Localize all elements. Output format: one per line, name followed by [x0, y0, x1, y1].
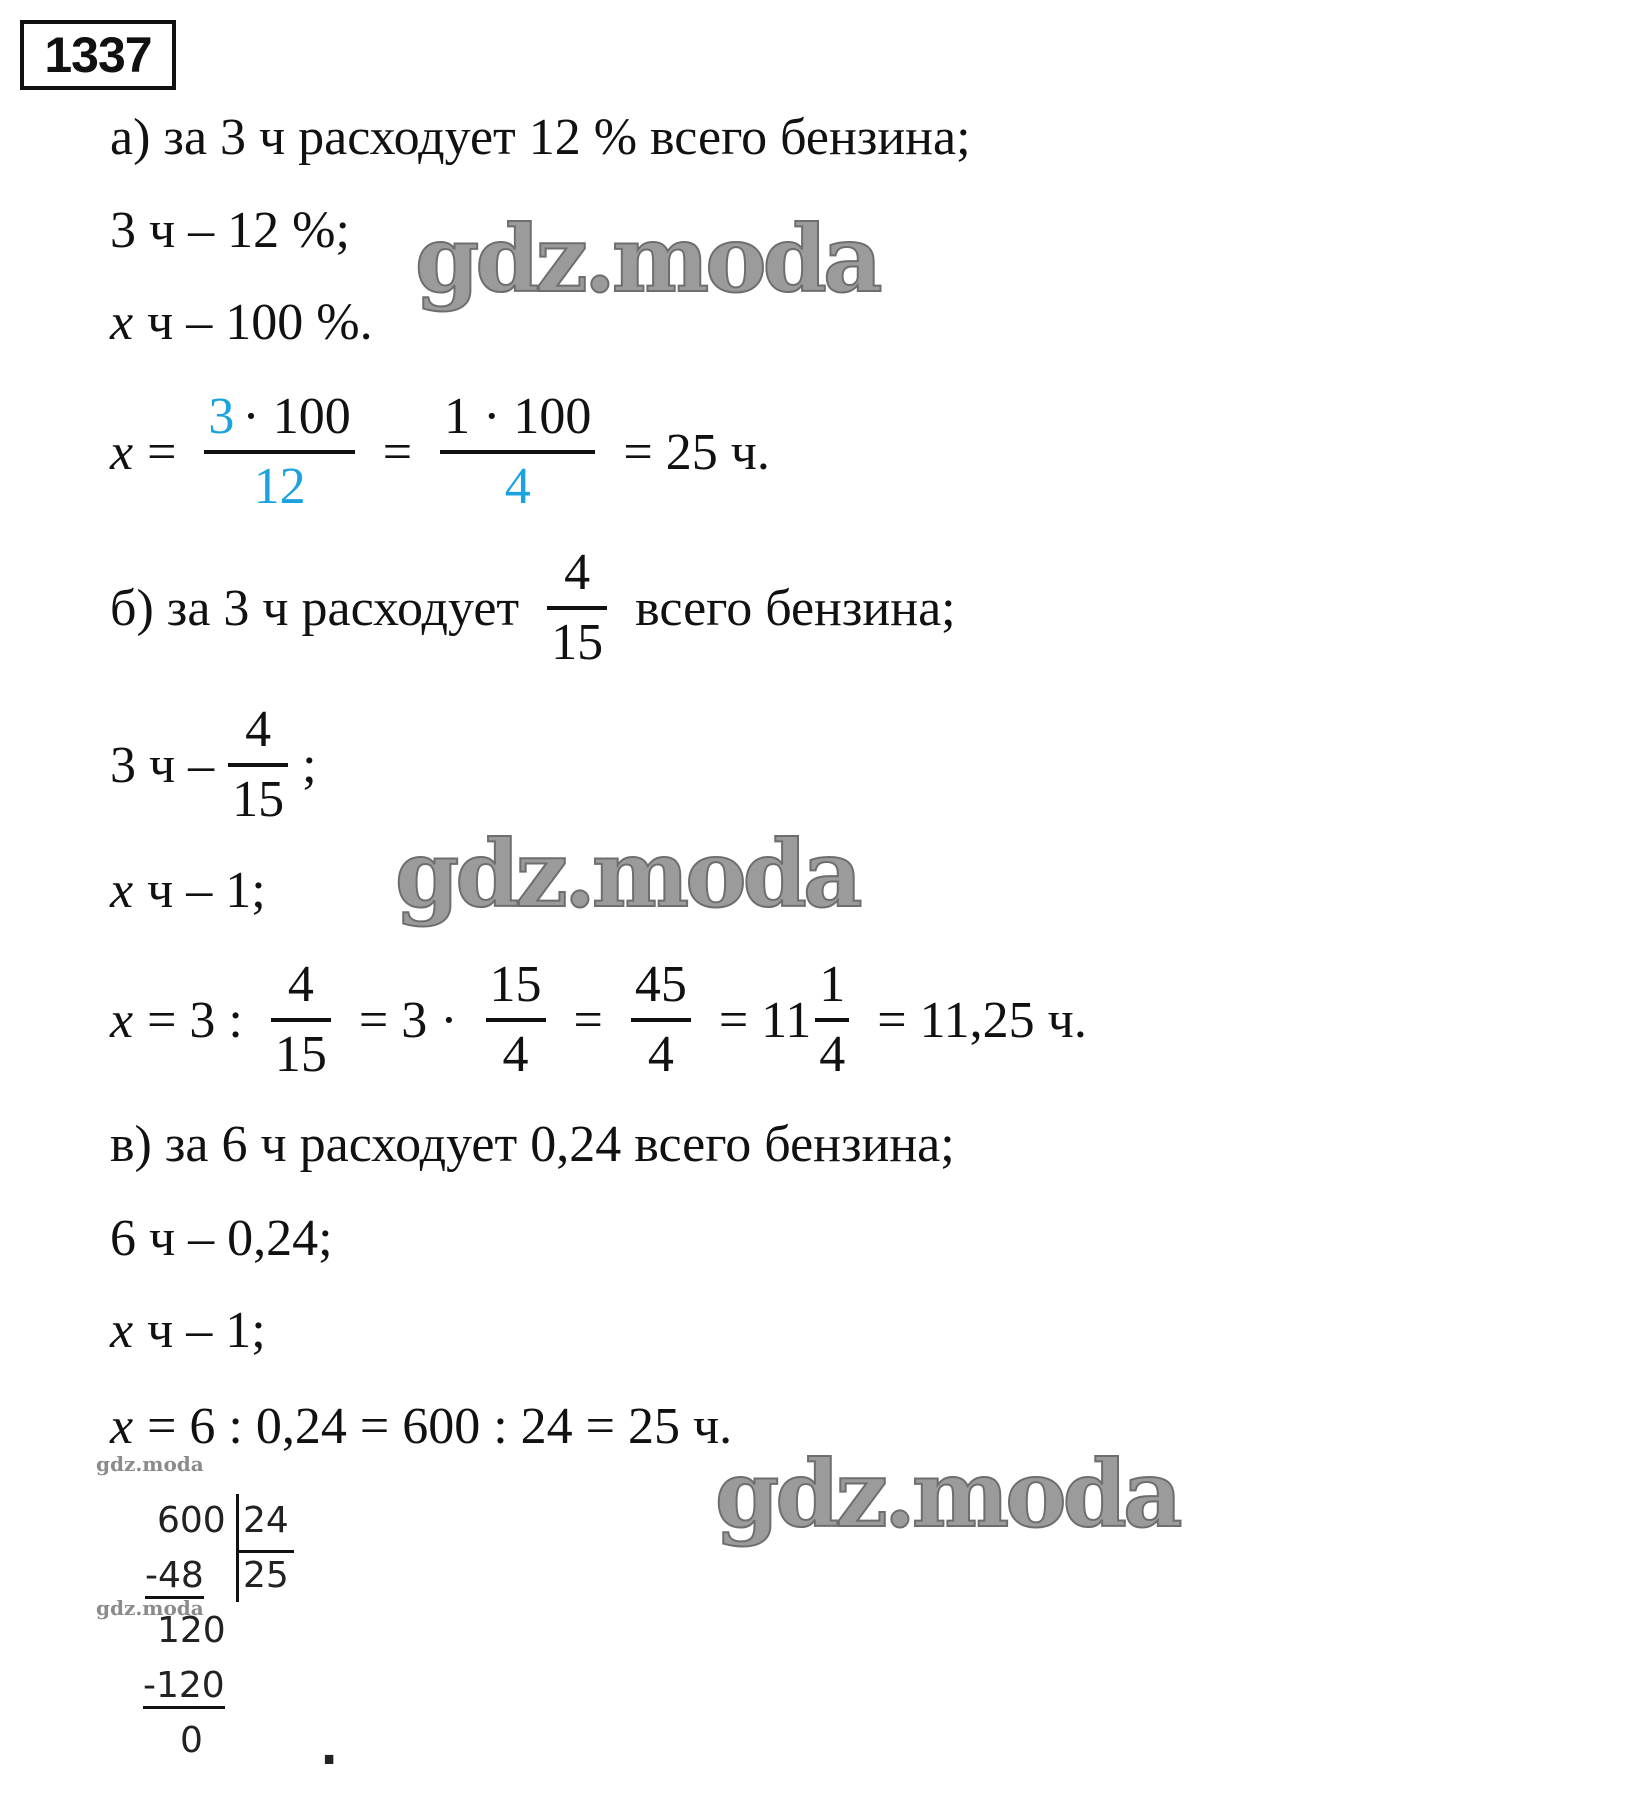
numerator-part: · 100: [242, 388, 351, 445]
numerator: 1 · 100: [444, 388, 592, 445]
text: 3 ч –: [110, 736, 215, 794]
a-line-3: [110, 282, 387, 362]
fraction: [486, 952, 560, 1088]
a-equation: [110, 388, 784, 515]
fraction: [204, 384, 368, 520]
var-x: x: [110, 991, 134, 1049]
numerator: 1: [819, 956, 846, 1013]
numerator: 4: [564, 544, 591, 601]
var-x: x: [110, 861, 134, 919]
fraction: [440, 384, 609, 520]
var-x: x: [110, 1301, 134, 1359]
denominator: 12: [253, 458, 306, 515]
a-line-2: [110, 190, 364, 270]
watermark: gdz.moda: [395, 820, 859, 928]
watermark: gdz.moda: [715, 1440, 1179, 1548]
b-line-2: [110, 701, 331, 828]
text: 6 ч – 0,24;: [110, 1209, 333, 1267]
c-line-2: [110, 1198, 347, 1278]
fraction: [547, 540, 621, 676]
text: ч – 100 %.: [147, 293, 373, 351]
text: 3 ч – 12 %;: [110, 201, 350, 259]
text: = 6 : 0,24 = 600 : 24 = 25 ч.: [147, 1397, 733, 1455]
text: б) за 3 ч расходует: [110, 579, 520, 637]
var-x: x: [110, 423, 134, 481]
b-equation: [110, 956, 1101, 1083]
c-equation: [110, 1386, 746, 1466]
watermark: gdz.moda: [96, 1452, 204, 1476]
numerator: 15: [489, 956, 542, 1013]
dividend: 600: [157, 1500, 226, 1541]
denominator: 15: [551, 614, 604, 671]
denominator: 15: [232, 771, 285, 828]
text: =: [573, 991, 603, 1049]
b-line-1: [110, 544, 970, 671]
numerator: 4: [245, 701, 272, 758]
watermark: gdz.moda: [96, 1596, 204, 1620]
denominator: 15: [274, 1026, 327, 1083]
subtrahend: -120: [143, 1665, 225, 1709]
numerator: 4: [287, 956, 314, 1013]
text: = 3 :: [147, 991, 243, 1049]
a-line-1: [110, 97, 985, 177]
b-line-3: [110, 850, 280, 930]
c-line-1: [110, 1104, 969, 1184]
text: = 11,25 ч.: [877, 991, 1087, 1049]
text: всего бензина;: [635, 579, 956, 637]
var-x: x: [110, 1397, 134, 1455]
fraction: [228, 697, 302, 833]
numerator: 45: [634, 956, 687, 1013]
text: в) за 6 ч расходует 0,24 всего бензина;: [110, 1115, 955, 1173]
problem-number: 1337: [20, 20, 176, 90]
text: ;: [302, 736, 317, 794]
text: =: [147, 423, 177, 481]
text: ч – 1;: [147, 861, 266, 919]
watermark: gdz.moda: [415, 205, 879, 313]
remainder: 120: [157, 1610, 226, 1651]
subtrahend: -48: [145, 1555, 204, 1599]
c-line-3: [110, 1290, 280, 1370]
text: ч – 1;: [147, 1301, 266, 1359]
text: а) за 3 ч расходует 12 % всего бензина;: [110, 108, 971, 166]
denominator: 4: [504, 458, 531, 515]
fraction: [631, 952, 705, 1088]
text: = 11: [718, 991, 812, 1049]
text: =: [382, 423, 413, 481]
denominator: 4: [819, 1026, 846, 1083]
denominator: 4: [647, 1026, 674, 1083]
fraction: [815, 952, 863, 1088]
numerator-part: 3: [208, 388, 235, 445]
quotient: 25: [243, 1555, 289, 1596]
denominator: 4: [502, 1026, 529, 1083]
text: = 25 ч.: [623, 423, 770, 481]
fraction: [271, 952, 345, 1088]
text: = 3 ·: [358, 991, 458, 1049]
remainder: 0: [180, 1720, 203, 1761]
var-x: x: [110, 293, 134, 351]
dot: .: [320, 1720, 339, 1776]
divisor: 24: [243, 1500, 289, 1541]
